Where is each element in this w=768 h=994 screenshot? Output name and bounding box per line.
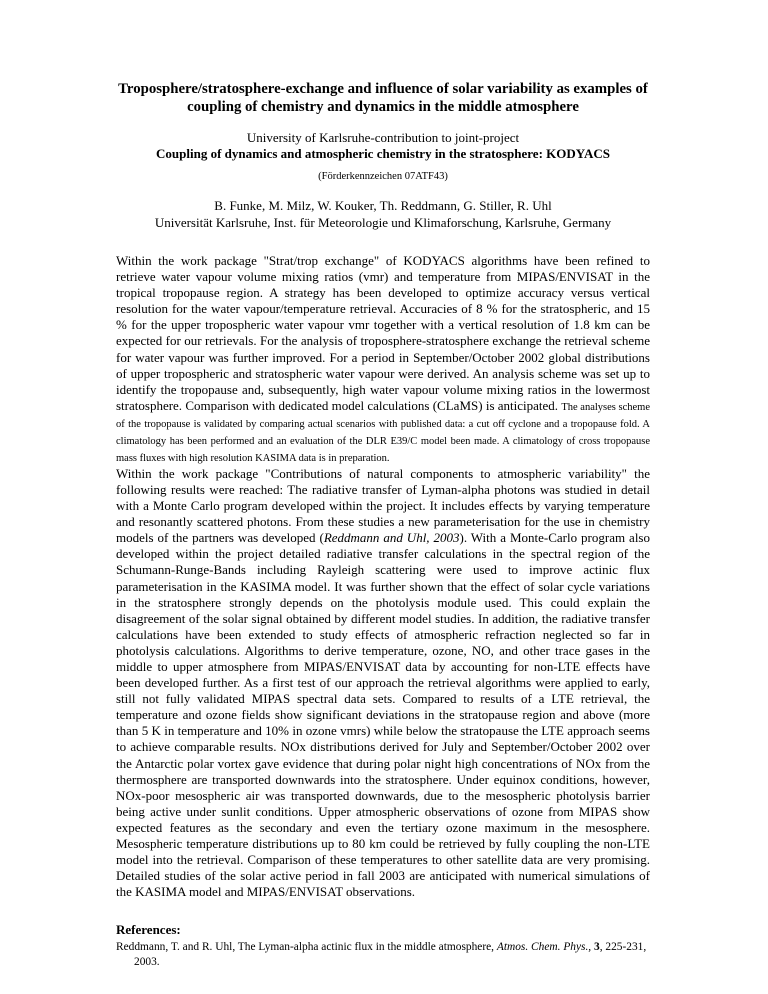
abstract-body: [116, 253, 650, 900]
references-heading: References:: [116, 922, 181, 938]
reference-item: [116, 940, 650, 970]
grant-number: (Förderkennzeichen 07ATF43): [318, 171, 448, 182]
institution: Universität Karlsruhe, Inst. für Meteorologie und Klimaforschung, Karlsruhe, Germany: [154, 215, 612, 230]
reference-pages-year: , 225-231, 2003.: [134, 941, 647, 969]
title-line-1: Troposphere/stratosphere-exchange and influence of solar variability as examples of: [118, 81, 648, 97]
author-list: B. Funke, M. Milz, W. Kouker, Th. Reddmann, G. Stiller, R. Uhl: [214, 198, 552, 213]
author-block: [116, 197, 650, 231]
paragraph-strat-trop: [116, 253, 650, 466]
reference-journal: Atmos. Chem. Phys.,: [496, 941, 592, 954]
paragraph-1-main: Within the work package "Strat/trop exchange" of KODYACS algorithms have been refined to retrieve water vapour volume mixing ratios (vmr) and temperature from MIPAS/ENVISAT in the tropical tropopause region. A strategy has been developed to optimize accuracy versus vertical resolution for the water vapour/temperature retrieval. Accuracies of 8 % for the stratospheric, and 15 % for the upper tropospheric water vapour vmr together with a vertical resolution of 1.8 km can be expected for our retrievals. For the analysis of troposphere-stratosphere exchange the retrieval scheme for water vapour was further improved. For a period in September/October 2002 global distributions of upper tropospheric and stratospheric water vapour were derived. An analysis scheme was set up to identify the tropopause and, subsequently, high water vapour volume mixing ratios in the lowermost stratosphere. Comparison with dedicated model calculations (CLaMS) is anticipated.: [116, 253, 650, 413]
paper-title: [116, 80, 650, 116]
paragraph-2-part-1: Within the work package "Contributions of natural components to atmospheric variability" the following results were reached: The radiative transfer of Lyman-alpha photons was studied in detail with a Monte Carlo program developed within the project. It includes effects by varying temperature and resonantly scattered photons. From these studies a new parameterisation for the use in chemistry models of the partners was developed (: [116, 465, 650, 546]
inline-citation: Reddmann and Uhl, 2003: [323, 530, 460, 546]
paragraph-1-small: The analyses scheme of the tropopause is validated by comparing actual scenarios with published data: a cut off cyclone and a tropopause fold. A climatology has been performed and an evaluation of the DLR E39/C model been made. A climatology of cross tropopause mass fluxes with high resolution KASIMA data is in preparation.: [116, 401, 650, 464]
title-line-2: coupling of chemistry and dynamics in the middle atmosphere: [187, 99, 579, 115]
paragraph-2-part-2: ). With a Monte-Carlo program also developed within the project detailed radiative transfer calculations in the spectral region of the Schumann-Runge-Bands including Rayleigh scattering were used to improve actinic flux parameterisation in the KASIMA model. It was further shown that the effect of solar cycle variations in the stratosphere strongly depends on the photolysis module used. This could explain the disagreement of the solar signal obtained by different model studies. In addition, the radiative transfer calculations have been extended to study effects of atmospheric refraction neglected so far in photolysis calculations. Algorithms to derive temperature, ozone, NO, and other trace gases in the middle to upper atmosphere from MIPAS/ENVISAT data by accounting for non-LTE effects have been developed further. As a first test of our approach the retrieval algorithms were applied to early, still not fully validated MIPAS spectral data sets. Compared to results of a LTE retrieval, the temperature and ozone fields show significant deviations in the stratopause region and above (more than 5 K in temperature and 10% in ozone vmrs) while below the stratopause the LTE approach seems to achieve comparable results. NOx distributions derived for July and September/October 2002 over the Antarctic polar vortex gave evidence that during polar night high concentrations of NOx from the thermosphere are transported downwards into the stratosphere. Under equinox conditions, however, NOx-poor mesospheric air was transported downwards, due to the mesospheric photolysis barrier being active under sunlit conditions. Upper atmospheric observations of ozone from MIPAS show expected features as the secondary and even the tertiary ozone maximum in the mesosphere. Mesospheric temperature distributions up to 80 km could be retrieved by fully coupling the non-LTE model into the retrieval. Comparison of these temperatures to other satellite data are very promising. Detailed studies of the solar active period in fall 2003 are anticipated with numerical simulations of the KASIMA model and MIPAS/ENVISAT observations.: [116, 530, 650, 900]
paragraph-natural-variability: [116, 466, 650, 901]
project-title: Coupling of dynamics and atmospheric chemistry in the stratosphere: KODYACS: [156, 146, 610, 161]
reference-volume: 3: [594, 941, 600, 954]
reference-authors-title: Reddmann, T. and R. Uhl, The Lyman-alpha actinic flux in the middle atmosphere,: [116, 941, 497, 954]
affiliation-line: University of Karlsruhe-contribution to joint-project: [246, 130, 520, 145]
project-block: [116, 130, 650, 184]
